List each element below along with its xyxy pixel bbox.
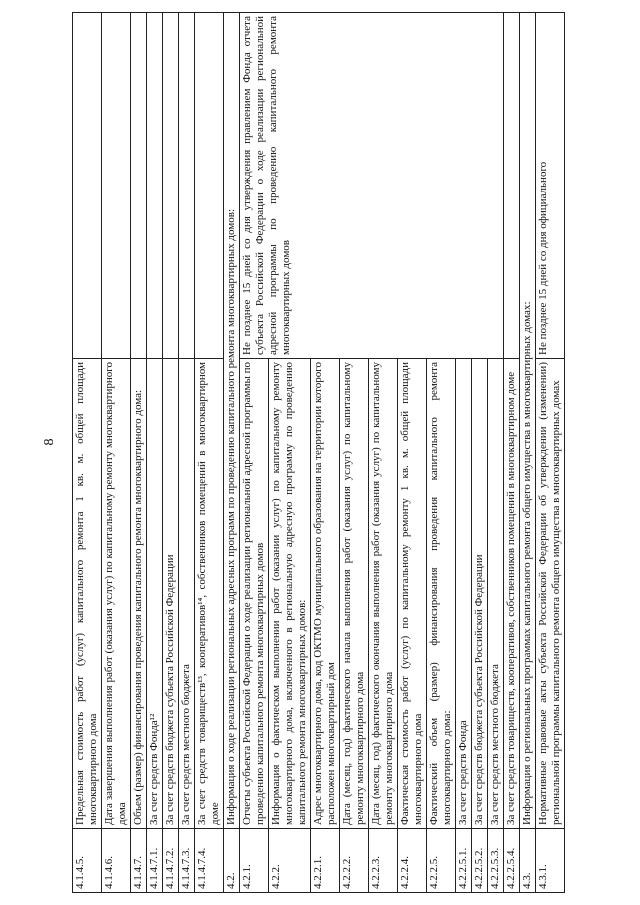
row-description: Дата (месяц, год) фактического окончания выполнения работ (оказания услуг) по капитальному ремонту многоквартирного дома [369,359,398,829]
disclosure-table [72,12,565,893]
row-deadline [163,13,179,359]
row-number: 4.2.2.2. [340,829,369,893]
row-deadline [195,13,224,359]
row-deadline [73,13,102,359]
row-number: 4.1.4.7.2. [163,829,179,893]
row-description: Информация о региональных программах капитального ремонта общего имущества в многоквартирных домах: [520,13,536,829]
table-row [520,13,536,893]
row-description: Отчеты субъекта Российской Федерации о ходе реализации региональной адресной программы по проведению капитального ремонта многоквартирных домов [240,359,269,829]
row-number: 4.2.2.5.1. [456,829,472,893]
row-deadline: Не позднее 15 дней со дня официального [536,13,565,359]
row-deadline: Не позднее 15 дней со дня утверждения правлением Фонда отчета субъекта Российской Федерации о ходе реализации региональной адресной программы по проведению капитального ремонта многоквартирных домов [240,13,504,359]
row-deadline [504,13,520,359]
row-description: За счет средств местного бюджета [179,359,195,829]
row-number: 4.3. [520,829,536,893]
row-number: 4.2.2.4. [398,829,427,893]
row-description: Предельная стоимость работ (услуг) капитального ремонта 1 кв. м. общей площади многоквартирного дома [73,359,102,829]
row-description: За счет средств товариществ¹³, кооперативов¹⁴, собственников помещений в многоквартирном доме [195,359,224,829]
row-number: 4.2.2.5.3. [488,829,504,893]
row-number: 4.2.1. [240,829,269,893]
table-row [536,13,565,893]
row-description: За счет средств местного бюджета [488,359,504,829]
row-description: Информация о фактическом выполнении работ (оказании услуг) по капитальному ремонту многоквартирного дома, включенного в региональную адресную программу по проведению капитального ремонта многоквартирных домов: [269,359,311,829]
row-description: Дата (месяц, год) фактического начала выполнения работ (оказания услуг) по капитальному ремонту многоквартирного дома [340,359,369,829]
table-row [195,13,224,893]
row-number: 4.1.4.7.4. [195,829,224,893]
row-description: За счет средств Фонда¹² [147,359,163,829]
table-row [179,13,195,893]
row-description: Адрес многоквартирного дома, код ОКТМО муниципального образования на территории которого расположен многоквартирный дом [311,359,340,829]
row-deadline [179,13,195,359]
table-row [102,13,131,893]
row-deadline [131,13,147,359]
row-number: 4.2. [224,829,240,893]
row-number: 4.2.2.5.4. [504,829,520,893]
rotated-table-sheet [72,13,612,893]
page-number: 8 [42,438,57,446]
row-number: 4.2.2.5. [427,829,456,893]
row-description: Дата завершения выполнения работ (оказания услуг) по капитальному ремонту многоквартирного дома [102,359,131,829]
table-row [131,13,147,893]
row-description: За счет средств бюджета субъекта Российской Федерации [163,359,179,829]
row-deadline [102,13,131,359]
row-description: За счет средств Фонда [456,359,472,829]
row-number: 4.1.4.7.3. [179,829,195,893]
table-row [224,13,240,893]
table-row [504,13,520,893]
table-row [240,13,269,893]
row-number: 4.2.2.1. [311,829,340,893]
row-description: Информация о ходе реализации региональных адресных программ по проведению капитального ремонта многоквартирных домов: [224,13,240,829]
row-number: 4.1.4.7.1. [147,829,163,893]
row-number: 4.1.4.7. [131,829,147,893]
row-description: Нормативные правовые акты субъекта Российской Федерации об утверждении (изменении) региональной программы капитального ремонта общего имущества в многоквартирных домах [536,359,565,829]
table-row [73,13,102,893]
row-description: За счет средств товариществ, кооперативов, собственников помещений в многоквартирном доме [504,359,520,829]
row-number: 4.2.2.5.2. [472,829,488,893]
row-description: За счет средств бюджета субъекта Российской Федерации [472,359,488,829]
row-number: 4.2.2.3. [369,829,398,893]
row-description: Объем (размер) финансирования проведения капитального ремонта многоквартирного дома: [131,359,147,829]
row-number: 4.1.4.6. [102,829,131,893]
row-number: 4.1.4.5. [73,829,102,893]
table-row [147,13,163,893]
row-description: Фактический объем (размер) финансирования проведения капитального ремонта многоквартирного дома: [427,359,456,829]
row-deadline [147,13,163,359]
table-row [163,13,179,893]
row-number: 4.2.2. [269,829,311,893]
row-number: 4.3.1. [536,829,565,893]
row-description: Фактическая стоимость работ (услуг) по капитальному ремонту 1 кв. м. общей площади многоквартирного дома [398,359,427,829]
